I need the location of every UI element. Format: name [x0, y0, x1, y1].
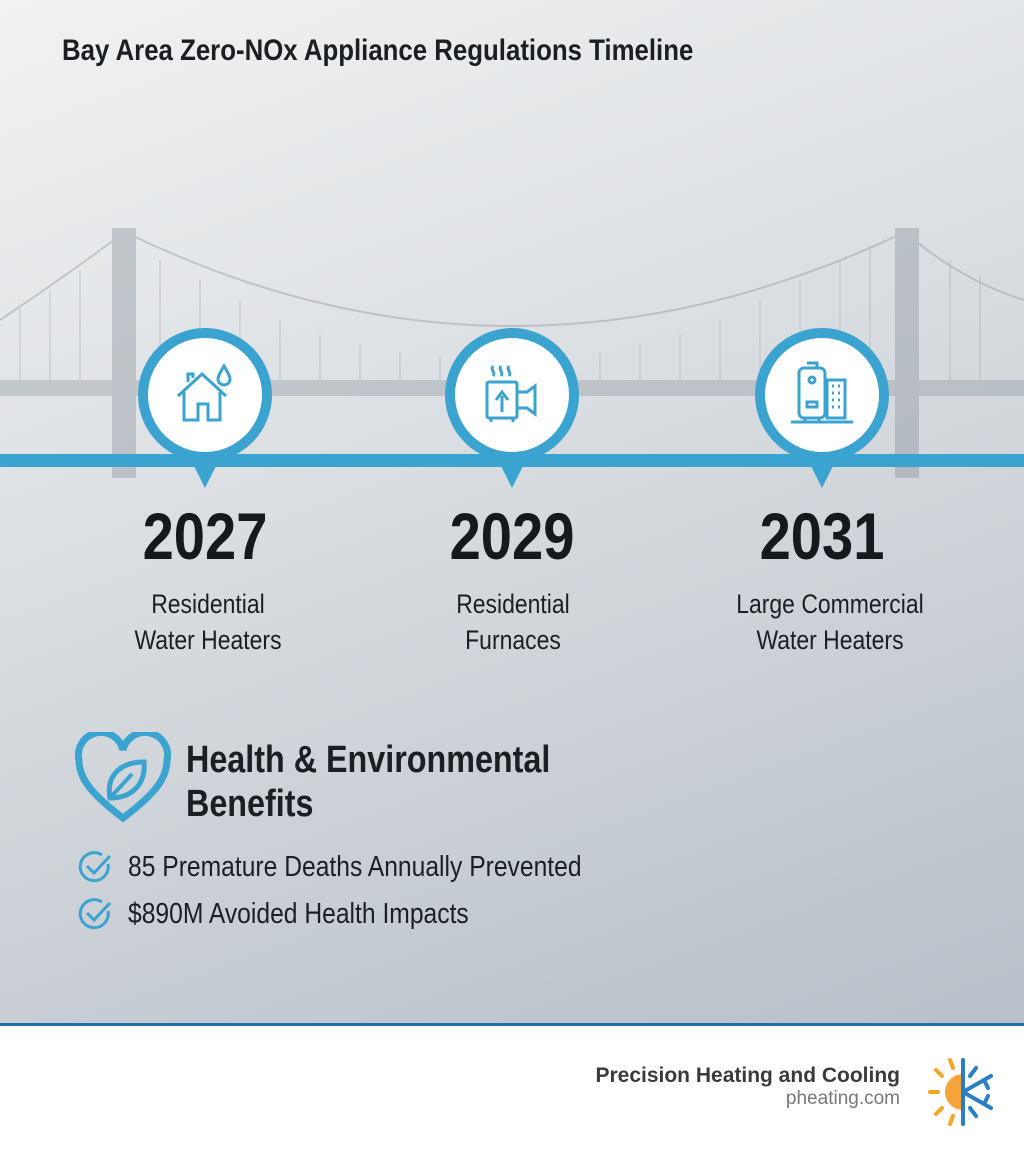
label-line: Furnaces [465, 625, 561, 655]
heart-leaf-icon [74, 732, 172, 824]
house-water-drop-icon [172, 362, 238, 428]
heading-line: Health & Environmental [186, 739, 551, 781]
milestone-label [703, 586, 958, 658]
milestone-label [81, 586, 336, 658]
benefit-item [78, 850, 662, 884]
label-line: Residential [151, 589, 265, 619]
milestone-year: 2027 [142, 499, 268, 573]
furnace-icon [479, 362, 545, 428]
benefits-heading [186, 738, 550, 826]
milestone-pin-2029 [445, 328, 579, 498]
label-line: Water Heaters [134, 625, 282, 655]
check-circle-icon [78, 850, 112, 884]
milestone-year: 2029 [449, 499, 575, 573]
page-title: Bay Area Zero-NOx Appliance Regulations Timeline [62, 34, 694, 67]
label-line: Water Heaters [756, 625, 904, 655]
milestone-pin-2031 [755, 328, 889, 498]
label-line: Residential [456, 589, 570, 619]
milestone-year: 2031 [759, 499, 885, 573]
milestone-label [386, 586, 641, 658]
check-circle-icon [78, 897, 112, 931]
benefit-item [78, 897, 529, 931]
benefit-text: $890M Avoided Health Impacts [128, 897, 469, 930]
commercial-water-heater-icon [787, 360, 857, 430]
label-line: Large Commercial [736, 589, 924, 619]
footer-divider [0, 1023, 1024, 1026]
company-url: pheating.com [785, 1088, 900, 1109]
sun-snowflake-logo-icon [926, 1056, 1000, 1128]
milestone-pin-2027 [138, 328, 272, 498]
benefit-text: 85 Premature Deaths Annually Prevented [128, 850, 582, 883]
heading-line: Benefits [186, 783, 314, 825]
company-name: Precision Heating and Cooling [595, 1064, 900, 1087]
company-branding [595, 1064, 900, 1110]
